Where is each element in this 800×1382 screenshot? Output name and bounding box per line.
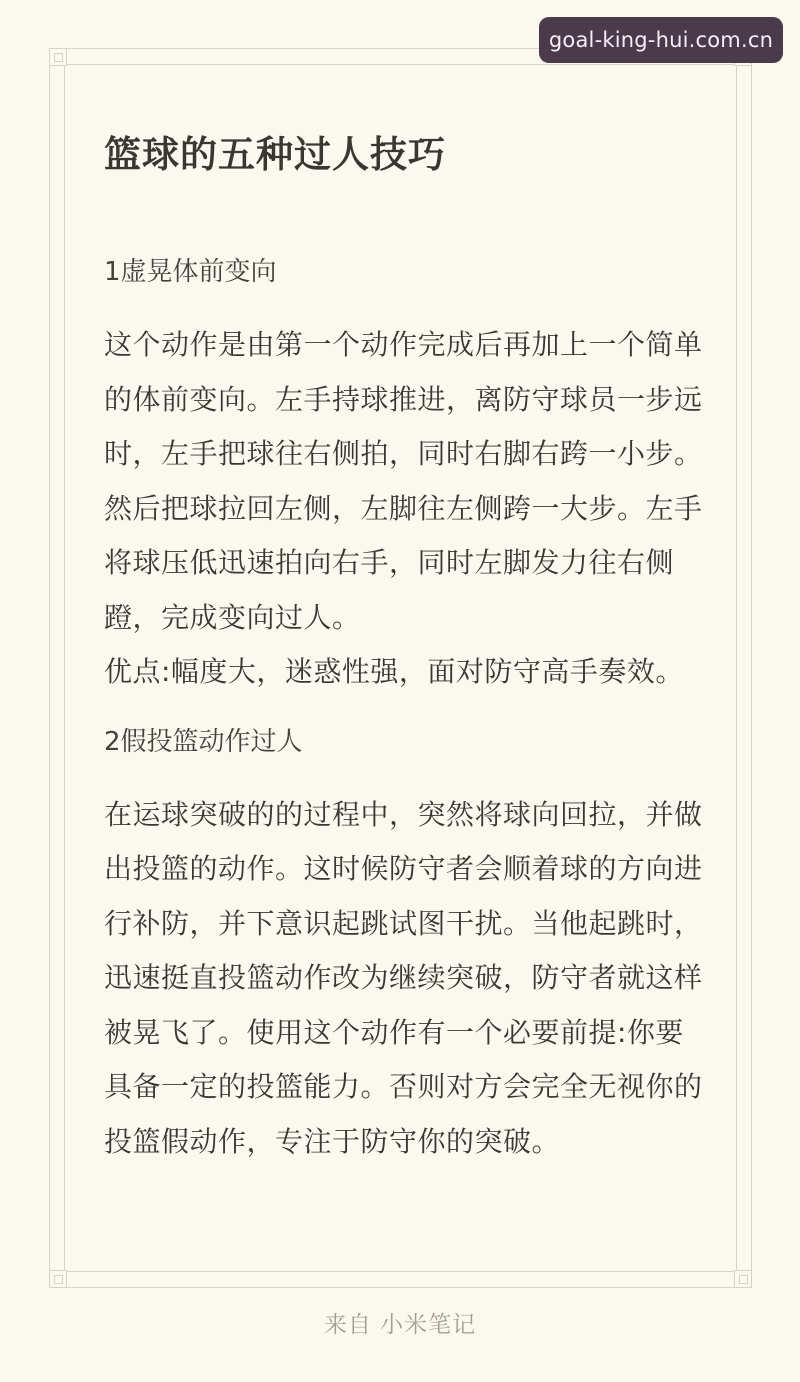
section-heading-1: 1虚晃体前变向 — [104, 257, 277, 287]
section-pros-1: 优点:幅度大，迷惑性强，面对防守高手奏效。 — [104, 655, 684, 688]
note-title: 篮球的五种过人技巧 — [104, 133, 446, 176]
corner-ornament-top-left — [49, 48, 67, 66]
corner-ornament-bottom-right — [734, 1270, 752, 1288]
source-footer: 来自 小米笔记 — [323, 1312, 477, 1338]
corner-ornament-bottom-left — [49, 1270, 67, 1288]
section-body-2: 在运球突破的的过程中，突然将球向回拉，并做出投篮的动作。这时候防守者会顺着球的方向进行补防，并下意识起跳试图干扰。当他起跳时，迅速挺直投篮动作改为继续突破，防守者就这样被晃飞了。使用这个动作有一个必要前提:你要具备一定的投篮能力。否则对方会完全无视你的投篮假动作，专注于防守你的突破。 — [104, 797, 703, 1158]
section-heading-2: 2假投篮动作过人 — [104, 726, 303, 757]
note-content — [104, 128, 704, 1169]
section-body-1: 这个动作是由第一个动作完成后再加上一个简单的体前变向。左手持球推进，离防守球员一步远时，左手把球往右侧拍，同时右脚右跨一小步。然后把球拉回左侧，左脚往左侧跨一大步。左手将球压低迅速拍向右手，同时左脚发力往右侧蹬，完成变向过人。 — [104, 328, 703, 634]
watermark-badge: goal-king-hui.com.cn — [539, 17, 783, 63]
